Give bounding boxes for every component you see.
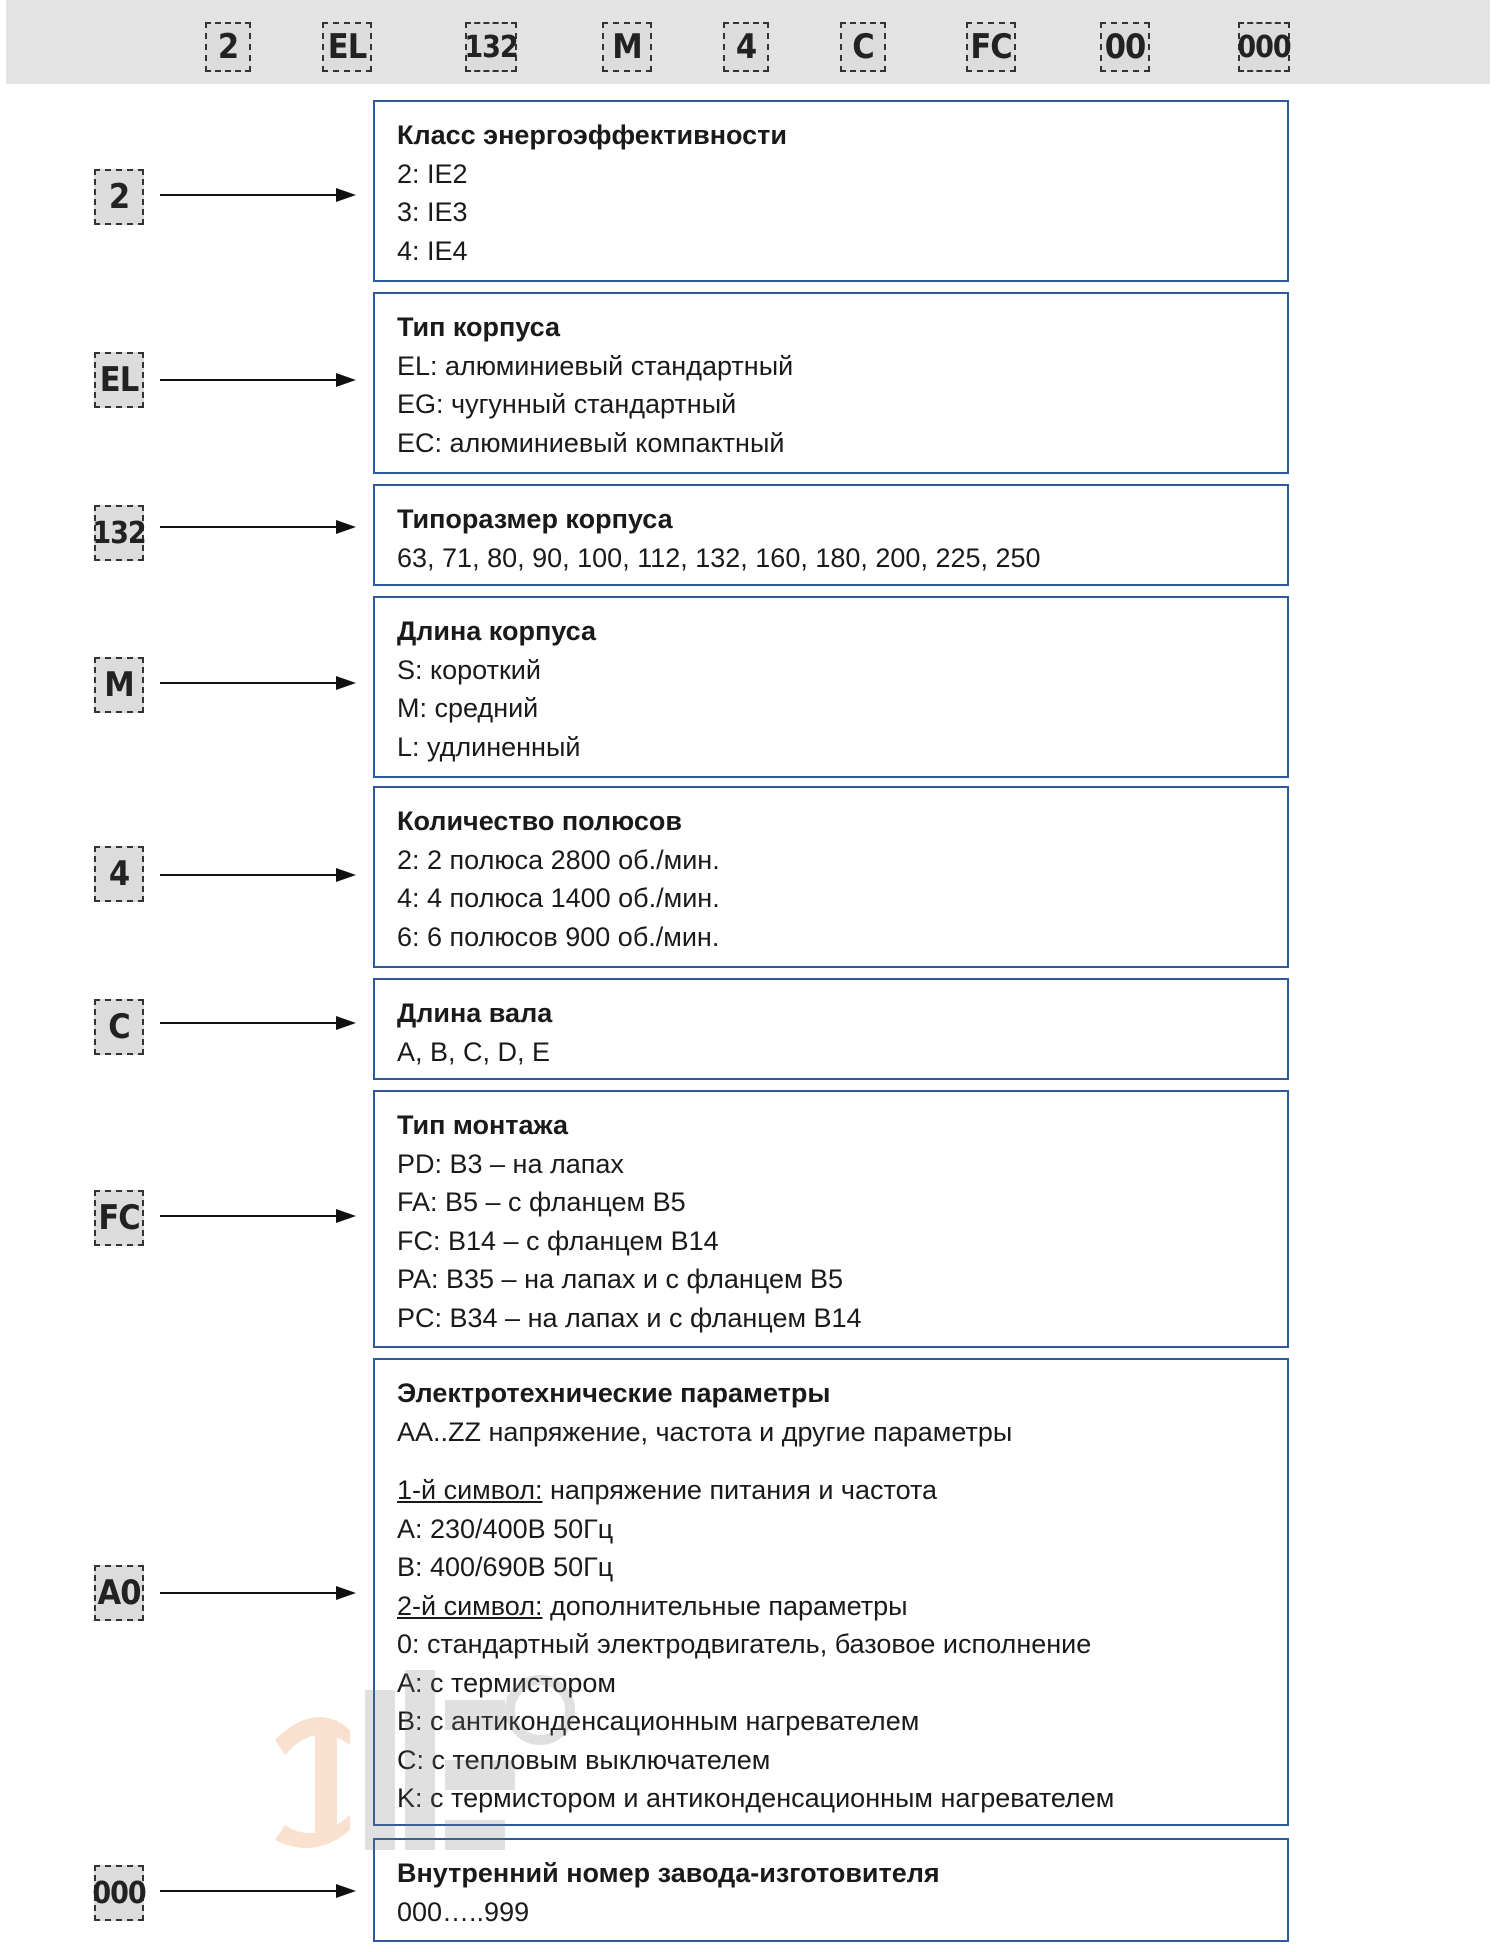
header-code-3: 132 — [465, 22, 517, 72]
sub2-label: 2-й символ: — [397, 1590, 543, 1621]
header-code-9: 000 — [1238, 22, 1290, 72]
side-code-shaft-length: C — [94, 999, 144, 1055]
section-intro: AA..ZZ напряжение, частота и другие параметры — [397, 1416, 1013, 1447]
section-line: EG: чугунный стандартный — [397, 389, 737, 419]
side-code-poles: 4 — [94, 846, 144, 902]
section-title: Количество полюсов — [397, 806, 682, 836]
section-line: 000…..999 — [397, 1896, 530, 1927]
section-line: M: средний — [397, 693, 539, 723]
box-frame-size — [373, 484, 1289, 586]
sub2-text: дополнительные параметры — [542, 1590, 908, 1621]
arrow-electrical — [160, 1586, 356, 1600]
section-line: FA: B5 – с фланцем B5 — [397, 1187, 686, 1217]
box-electrical — [373, 1358, 1289, 1826]
box-poles — [373, 786, 1289, 968]
header-code-8: 00 — [1100, 22, 1150, 72]
arrow-mounting — [160, 1209, 356, 1223]
section-line: 63, 71, 80, 90, 100, 112, 132, 160, 180, 200, 225, 250 — [397, 542, 1041, 573]
section-line: K: с термистором и антиконденсационным нагревателем — [397, 1783, 1115, 1813]
section-line: 0: стандартный электродвигатель, базовое исполнение — [397, 1629, 1092, 1659]
side-code-energy-class: 2 — [94, 169, 144, 225]
header-code-4: M — [602, 22, 652, 72]
side-code-electrical: A0 — [94, 1565, 144, 1621]
side-code-factory-number: 000 — [94, 1865, 144, 1921]
section-line: PA: B35 – на лапах и с фланцем B5 — [397, 1264, 844, 1294]
section-line: B: 400/690В 50Гц — [397, 1552, 614, 1582]
section-line: 4: 4 полюса 1400 об./мин. — [397, 883, 720, 913]
section-line: PC: B34 – на лапах и с фланцем B14 — [397, 1302, 862, 1333]
section-line: FC: B14 – с фланцем B14 — [397, 1225, 719, 1256]
sub1-heading — [397, 1471, 1265, 1510]
header-code-7: FC — [966, 22, 1016, 72]
section-title: Длина корпуса — [397, 616, 596, 646]
header-code-6: C — [840, 22, 886, 72]
arrow-shaft-length — [160, 1016, 356, 1030]
arrow-housing-length — [160, 676, 356, 690]
box-shaft-length — [373, 978, 1289, 1080]
section-title: Электротехнические параметры — [397, 1378, 831, 1408]
sub2-heading — [397, 1587, 1265, 1626]
side-code-mounting: FC — [94, 1190, 144, 1246]
sub1-label: 1-й символ: — [397, 1475, 543, 1505]
section-line: 2: 2 полюса 2800 об./мин. — [397, 844, 720, 875]
arrow-poles — [160, 868, 356, 882]
box-factory-number — [373, 1838, 1289, 1942]
header-code-5: 4 — [723, 22, 769, 72]
box-housing-length — [373, 596, 1289, 778]
section-line: 3: IE3 — [397, 197, 468, 227]
box-mounting — [373, 1090, 1289, 1348]
arrow-housing-type — [160, 373, 356, 387]
header-code-2: EL — [322, 22, 372, 72]
sub1-text: напряжение питания и частота — [542, 1475, 938, 1505]
section-title: Тип корпуса — [397, 312, 561, 342]
section-title: Класс энергоэффективности — [397, 120, 787, 150]
section-title: Типоразмер корпуса — [397, 504, 673, 534]
section-line: PD: B3 – на лапах — [397, 1148, 624, 1179]
side-code-housing-length: M — [94, 657, 144, 713]
section-line: 2: IE2 — [397, 158, 468, 189]
section-line: A: 230/400В 50Гц — [397, 1513, 614, 1544]
section-line: A, B, C, D, E — [397, 1036, 551, 1067]
arrow-frame-size — [160, 520, 356, 534]
section-line: EC: алюминиевый компактный — [397, 427, 785, 458]
box-energy-class — [373, 100, 1289, 282]
section-line: A: с термистором — [397, 1667, 616, 1698]
side-code-housing-type: EL — [94, 352, 144, 408]
section-line: B: с антиконденсационным нагревателем — [397, 1706, 920, 1736]
box-housing-type — [373, 292, 1289, 474]
section-line: C: с тепловым выключателем — [397, 1744, 771, 1775]
section-line: 6: 6 полюсов 900 об./мин. — [397, 921, 720, 952]
side-code-frame-size: 132 — [94, 505, 144, 561]
section-title: Тип монтажа — [397, 1110, 569, 1140]
section-line: S: короткий — [397, 654, 541, 685]
arrow-factory-number — [160, 1884, 356, 1898]
arrow-energy-class — [160, 188, 356, 202]
section-line: EL: алюминиевый стандартный — [397, 350, 794, 381]
section-title: Внутренний номер завода-изготовителя — [397, 1858, 940, 1888]
section-title: Длина вала — [397, 998, 553, 1028]
header-code-1: 2 — [205, 22, 251, 72]
section-line: 4: IE4 — [397, 235, 468, 266]
section-line: L: удлиненный — [397, 731, 581, 762]
